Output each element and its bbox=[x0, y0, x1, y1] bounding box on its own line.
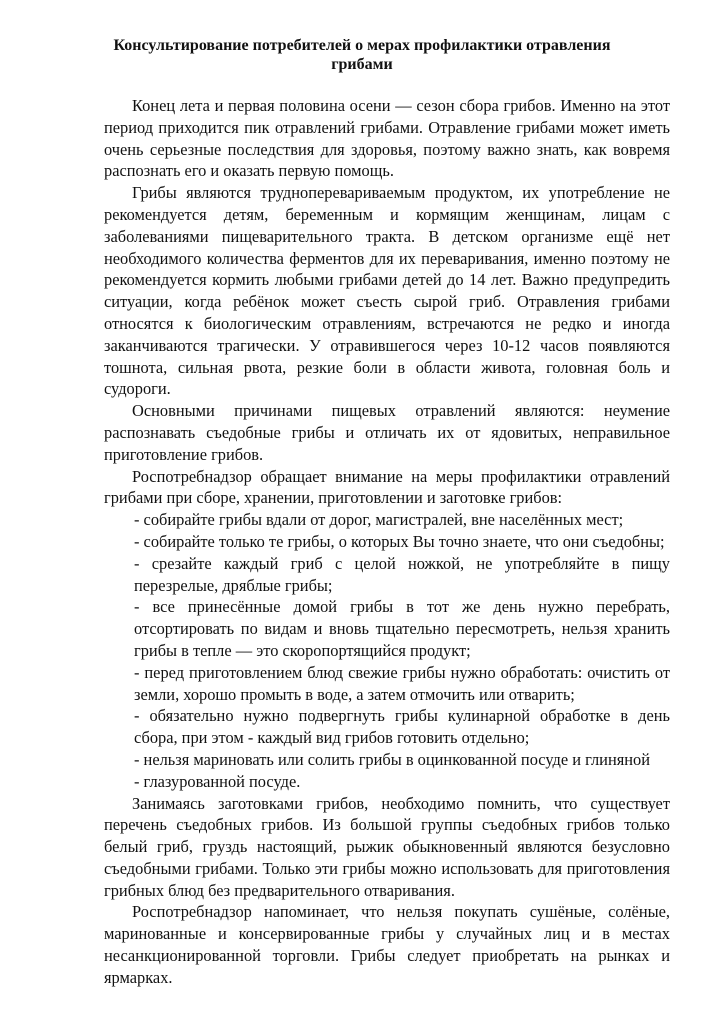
list-item: - все принесённые домой грибы в тот же день нужно перебрать, отсортировать по видам и вновь тщательно пересмотреть, нельзя хранить грибы в тепле — это скоропортящийся продукт; bbox=[134, 597, 670, 660]
list-item: - перед приготовлением блюд свежие грибы нужно обработать: очистить от земли, хорошо промыть в воде, а затем отмочить или отварить; bbox=[134, 662, 670, 704]
list-item: - нельзя мариновать или солить грибы в оцинкованной посуде и глиняной bbox=[134, 749, 650, 769]
document-title bbox=[100, 36, 624, 74]
list-item: - обязательно нужно подвергнуть грибы кулинарной обработке в день сбора, при этом - каждый вид грибов готовить отдельно; bbox=[134, 706, 670, 748]
document-body bbox=[104, 95, 670, 989]
list-item: - собирайте только те грибы, о которых Вы точно знаете, что они съедобны; bbox=[134, 531, 665, 551]
list-item: - глазурованной посуде. bbox=[134, 771, 301, 791]
list-item: - срезайте каждый гриб с целой ножкой, не употребляйте в пищу перезрелые, дряблые грибы; bbox=[134, 553, 670, 595]
paragraph-poisoning-causes: Основными причинами пищевых отравлений являются: неумение распознавать съедобные грибы и отличать их от ядовитых, неправильное приготовление грибов. bbox=[104, 401, 670, 464]
paragraph-purchase-warning: Роспотребнадзор напоминает, что нельзя покупать сушёные, солёные, маринованные и консервированные грибы у случайных лиц и в местах несанкционированной торговли. Грибы следует приобретать на рынках и ярмарках. bbox=[104, 902, 670, 987]
paragraph-edible-mushrooms: Занимаясь заготовками грибов, необходимо помнить, что существует перечень съедобных грибов. Из большой группы съедобных грибов только белый гриб, груздь настоящий, рыжик обыкновенный являются безусловно съедобными грибами. Только эти грибы можно использовать для приготовления грибных блюд без предварительного отваривания. bbox=[104, 793, 670, 900]
paragraph-mushroom-season: Конец лета и первая половина осени — сезон сбора грибов. Именно на этот период приходится пик отравлений грибами. Отравление грибами может иметь очень серьезные последствия для здоровья, поэтому важно знать, как вовремя распознать его и оказать первую помощь. bbox=[104, 96, 670, 181]
paragraph-prevention-intro: Роспотребнадзор обращает внимание на меры профилактики отравлений грибами при сборе, хранении, приготовлении и заготовке грибов: bbox=[104, 466, 670, 508]
title-line-2: грибами bbox=[331, 56, 393, 73]
prevention-list bbox=[104, 509, 670, 792]
title-line-1: Консультирование потребителей о мерах профилактики отравления bbox=[113, 37, 611, 54]
paragraph-risk-groups: Грибы являются трудноперевариваемым продуктом, их употребление не рекомендуется детям, беременным и кормящим женщинам, лицам с заболеваниями пищеварительного тракта. В детском организме ещё нет необходимого количества ферментов для их переваривания, именно поэтому не рекомендуется кормить любыми грибами детей до 14 лет. Важно предупредить ситуации, когда ребёнок может съесть сырой гриб. Отравления грибами относятся к биологическим отравлениям, встречаются не редко и иногда заканчиваются трагически. У отравившегося через 10-12 часов появляются тошнота, сильная рвота, резкие боли в области живота, головная боль и судороги. bbox=[104, 183, 670, 399]
list-item: - собирайте грибы вдали от дорог, магистралей, вне населённых мест; bbox=[134, 510, 624, 530]
